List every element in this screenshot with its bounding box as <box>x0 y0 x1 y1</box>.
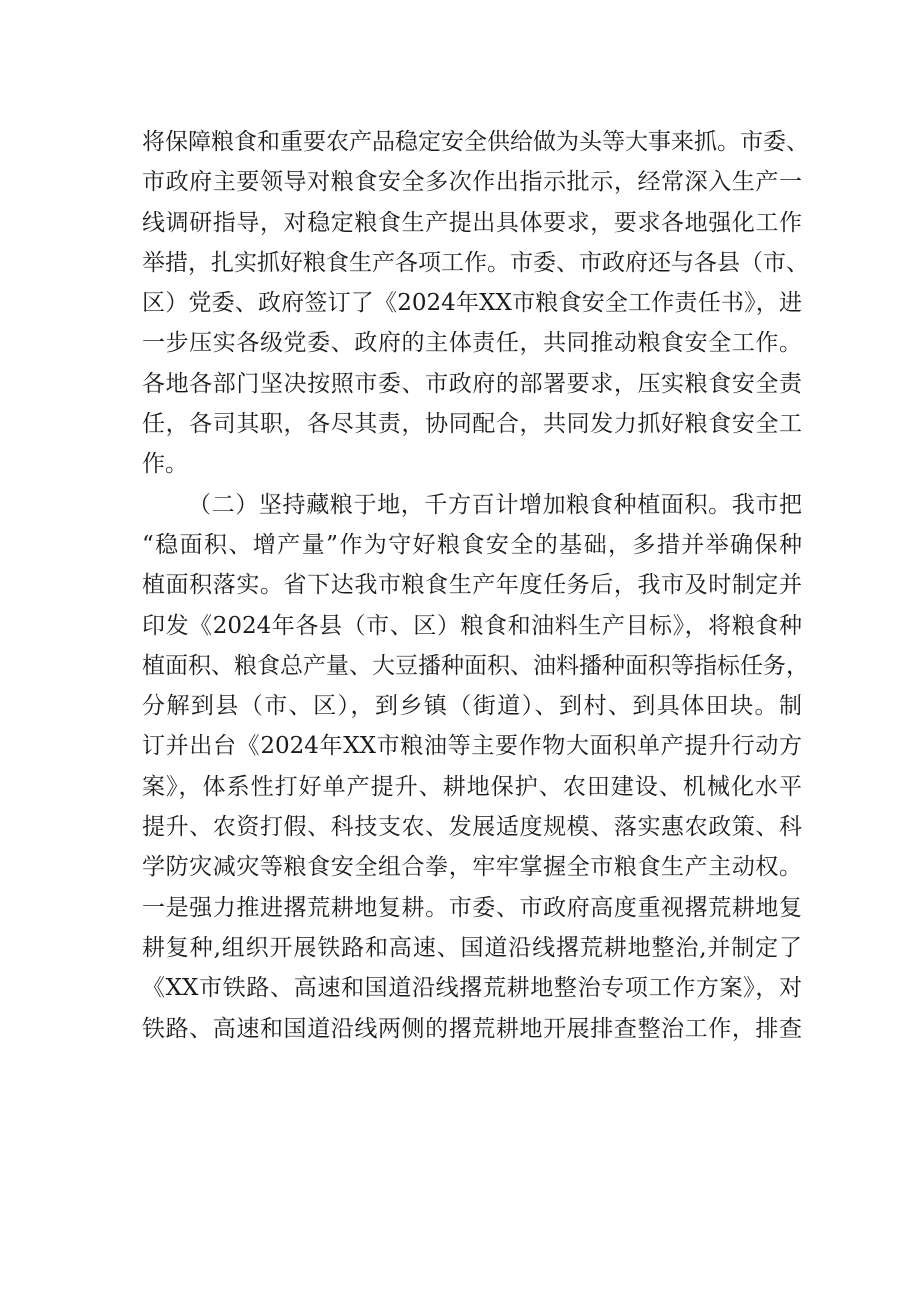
text-line: 各地各部门坚决按照市委、市政府的部署要求，压实粮食安全责 <box>142 370 802 397</box>
section-heading-line: （二）坚持藏粮于地，千方百计增加粮食种植面积。我市把 <box>188 491 802 518</box>
text-line: 举措，扎实抓好粮食生产各项工作。市委、市政府还与各县（市、 <box>142 249 809 276</box>
body-text <box>142 122 809 1049</box>
text-line: 一步压实各级党委、政府的主体责任，共同推动粮食安全工作。 <box>142 330 802 357</box>
text-line: 提升、农资打假、科技支农、发展适度规模、落实惠农政策、科 <box>142 814 802 841</box>
text-line: 线调研指导，对稳定粮食生产提出具体要求，要求各地强化工作 <box>142 209 802 236</box>
text-line: 市政府主要领导对粮食安全多次作出指示批示，经常深入生产一 <box>142 169 802 196</box>
text-line: 作。 <box>142 451 188 478</box>
text-line: 印发《2024年各县（市、区）粮食和油料生产目标》，将粮食种 <box>142 612 802 639</box>
text-line: 区）党委、政府签订了《2024年XX市粮食安全工作责任书》，进 <box>142 290 802 317</box>
text-line: 植面积、粮食总产量、大豆播种面积、油料播种面积等指标任务， <box>142 652 809 679</box>
text-line: 铁路、高速和国道沿线两侧的撂荒耕地开展排查整治工作，排查 <box>142 1015 802 1042</box>
text-line: 学防灾减灾等粮食安全组合拳，牢牢掌握全市粮食生产主动权。 <box>142 854 802 881</box>
text-line: “稳面积、增产量”作为守好粮食安全的基础，多措并举确保种 <box>142 531 802 558</box>
text-line: 将保障粮食和重要农产品稳定安全供给做为头等大事来抓。市委、 <box>142 129 809 155</box>
text-line: 《XX市铁路、高速和国道沿线撂荒耕地整治专项工作方案》，对 <box>142 975 802 1002</box>
text-line: 一是强力推进撂荒耕地复耕。市委、市政府高度重视撂荒耕地复 <box>142 894 802 921</box>
text-line: 植面积落实。省下达我市粮食生产年度任务后，我市及时制定并 <box>142 572 802 599</box>
text-line: 任，各司其职，各尽其责，协同配合，共同发力抓好粮食安全工 <box>142 411 802 438</box>
text-line: 分解到县（市、区），到乡镇（街道）、到村、到具体田块。制 <box>142 693 802 720</box>
text-line: 案》，体系性打好单产提升、耕地保护、农田建设、机械化水平 <box>142 773 802 800</box>
text-line: 订并出台《2024年XX市粮油等主要作物大面积单产提升行动方 <box>142 733 802 760</box>
text-line: 耕复种,组织开展铁路和高速、国道沿线撂荒耕地整治,并制定了 <box>142 934 802 961</box>
